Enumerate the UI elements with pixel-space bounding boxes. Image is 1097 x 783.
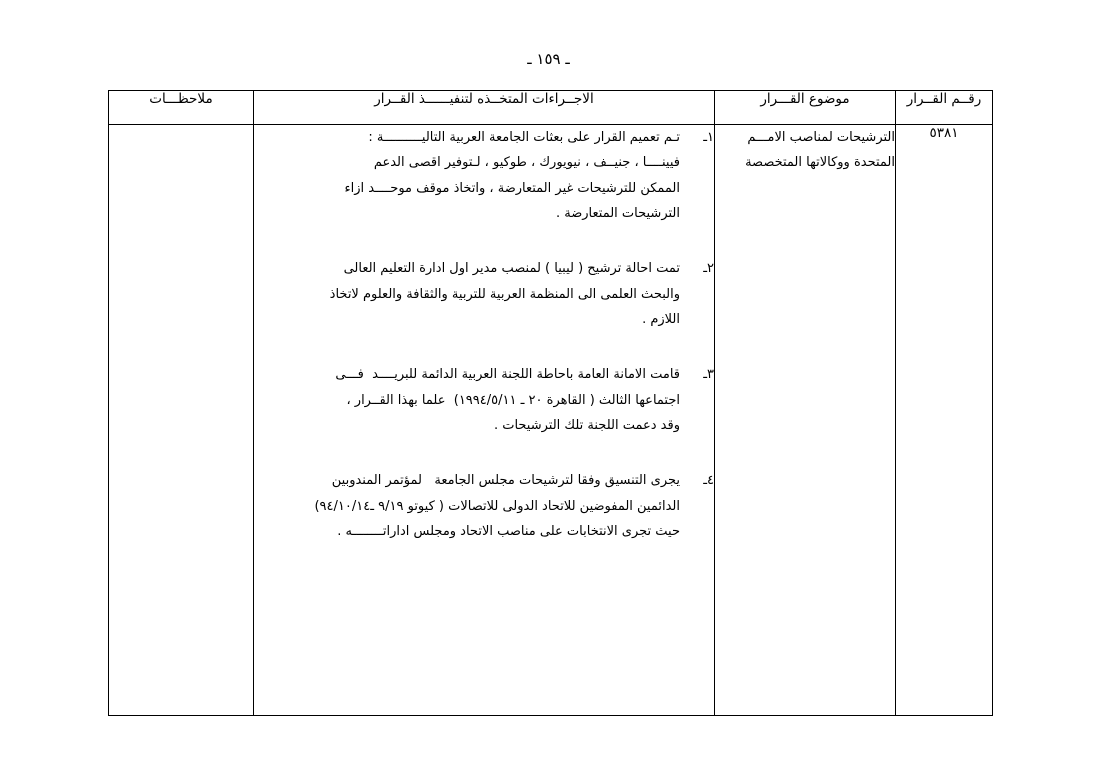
cell-procedures <box>254 125 715 716</box>
decisions-table <box>108 90 993 716</box>
column-header-notes: ملاحظـــات <box>109 91 254 125</box>
procedure-line: قامت الامانة العامة باحاطة اللجنة العربية الدائمة للبريــــد فـــى <box>335 367 680 383</box>
procedure-line: اللازم . <box>642 312 680 328</box>
procedure-marker: ٢ـ <box>703 261 714 277</box>
cell-notes <box>109 125 254 716</box>
procedure-text <box>254 256 680 332</box>
procedure-line: وقد دعمت اللجنة تلك الترشيحات . <box>493 418 680 434</box>
procedure-line: تمت احالة ترشيح ( ليبيا ) لمنصب مدير اول ادارة التعليم العالى <box>343 261 680 277</box>
procedure-item-4 <box>254 468 714 544</box>
table-row <box>109 125 993 716</box>
procedure-line: الممكن للترشيحات غير المتعارضة ، واتخاذ موقف موحــــد ازاء <box>344 180 680 196</box>
procedure-text <box>254 362 680 438</box>
procedure-line: فيينــــا ، جنيــف ، نيويورك ، طوكيو ، لـتوفير اقصى الدعم <box>373 155 680 171</box>
procedure-line: يجرى التنسيق وفقا لترشيحات مجلس الجامعة لمؤتمر المندوبين <box>331 473 680 489</box>
procedure-item-2 <box>254 256 714 332</box>
procedure-item-3 <box>254 362 714 438</box>
procedure-line: الدائمين المفوضين للاتحاد الدولى للاتصالات ( كيوتو ٩/١٩ ـ٩٤/١٠/١٤) <box>314 498 680 514</box>
table-header-row <box>109 91 993 125</box>
procedure-text <box>254 468 680 544</box>
procedure-marker: ٤ـ <box>703 473 714 489</box>
column-header-decision-number: رقــم القــرار <box>896 91 993 125</box>
procedure-text <box>254 125 680 226</box>
cell-decision-subject: الترشيحات لمناصب الامـــم المتحدة ووكالاتها المتخصصة <box>715 125 896 716</box>
procedure-marker: ١ـ <box>703 130 714 145</box>
procedure-line: تـم تعميم القرار على بعثات الجامعة العربية التاليــــــــــة : <box>368 130 680 145</box>
column-header-decision-subject: موضوع القـــرار <box>715 91 896 125</box>
procedure-line: والبحث العلمى الى المنظمة العربية للتربية والثقافة والعلوم لاتخاذ <box>329 286 680 302</box>
procedure-line: حيث تجرى الانتخابات على مناصب الاتحاد ومجلس اداراتــــــــه . <box>337 524 680 540</box>
procedure-line: اجتماعها الثالث ( القاهرة ٢٠ ـ ١٩٩٤/٥/١١) علما بهذا القــرار ، <box>346 392 680 408</box>
procedure-line: الترشيحات المتعارضة . <box>555 206 680 222</box>
procedure-marker: ٣ـ <box>703 367 714 383</box>
cell-decision-number: ٥٣٨١ <box>896 125 993 716</box>
page-number: ـ ١٥٩ ـ <box>527 50 570 68</box>
procedure-item-1 <box>254 125 714 226</box>
column-header-procedures: الاجــراءات المتخــذه لتنفيــــــذ القــرار <box>254 91 715 125</box>
table-body <box>109 125 993 716</box>
table-header <box>109 91 993 125</box>
